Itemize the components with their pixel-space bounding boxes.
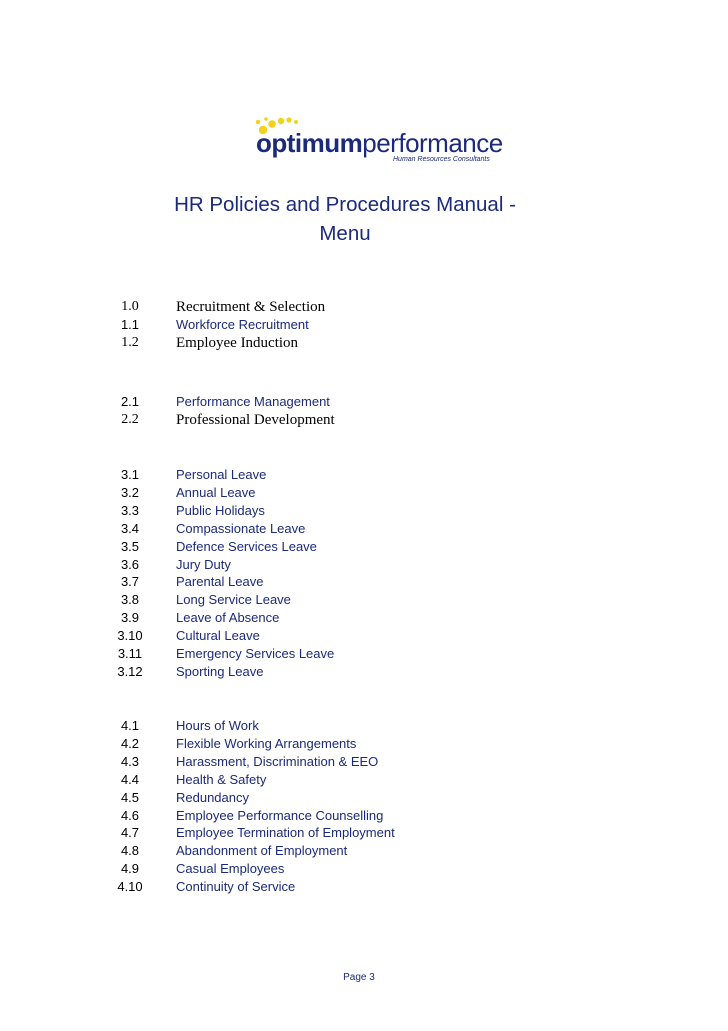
toc-entry-number: 4.2 bbox=[120, 735, 140, 751]
toc-entry-label: Employee Induction bbox=[176, 334, 299, 351]
toc-entry-label: Professional Development bbox=[176, 411, 335, 428]
page-title-line-1: HR Policies and Procedures Manual - bbox=[174, 193, 516, 216]
toc-entry-number: 4.1 bbox=[120, 718, 140, 733]
toc-entry-label: Employee Termination of Employment bbox=[176, 825, 395, 841]
toc-entry-label: Workforce Recruitment bbox=[176, 316, 309, 332]
toc-entry-number: 4.7 bbox=[120, 825, 140, 841]
toc-entry-number: 3.3 bbox=[120, 502, 140, 518]
toc-entry-number: 4.5 bbox=[120, 789, 140, 805]
toc-entry-number: 4.8 bbox=[120, 843, 140, 859]
page-number: Page 3 bbox=[343, 972, 375, 983]
toc-entry-label: Recruitment & Selection bbox=[176, 299, 326, 315]
toc-entry-number: 3.7 bbox=[120, 574, 140, 590]
toc-entry-number: 3.4 bbox=[120, 520, 140, 536]
toc-entry-number: 3.2 bbox=[120, 484, 140, 500]
toc-entry-label: Emergency Services Leave bbox=[176, 646, 335, 661]
toc-entry-label: Performance Management bbox=[176, 394, 330, 409]
toc-entry-number: 3.8 bbox=[120, 592, 140, 608]
toc-entry-label: Cultural Leave bbox=[176, 628, 260, 644]
toc-entry-number: 3.10 bbox=[117, 628, 143, 644]
toc-entry-label: Jury Duty bbox=[176, 556, 231, 572]
toc-entry-label: Casual Employees bbox=[176, 861, 285, 877]
toc-entry-label: Parental Leave bbox=[176, 574, 264, 590]
toc-entry-label: Personal Leave bbox=[176, 467, 267, 482]
toc-entry-number: 4.4 bbox=[120, 771, 140, 787]
logo-brand-bold: optimum bbox=[256, 128, 363, 158]
toc-entry-number: 1.2 bbox=[121, 334, 139, 350]
toc-entry-label: Leave of Absence bbox=[176, 610, 280, 626]
toc-entry-label: Annual Leave bbox=[176, 484, 256, 500]
toc-entry-label: Continuity of Service bbox=[176, 879, 296, 895]
toc-entry-label: Compassionate Leave bbox=[176, 520, 306, 536]
toc-entry-number: 4.3 bbox=[120, 753, 140, 769]
toc-entry-number: 3.1 bbox=[120, 467, 140, 482]
toc-entry-label: Hours of Work bbox=[176, 718, 259, 733]
toc-entry-number: 3.5 bbox=[120, 538, 140, 554]
toc-entry-number: 3.6 bbox=[120, 556, 140, 572]
toc-entry-number: 4.6 bbox=[120, 807, 140, 823]
toc-entry-label: Abandonment of Employment bbox=[176, 843, 348, 859]
toc-entry-label: Employee Performance Counselling bbox=[176, 807, 384, 823]
toc-entry-number: 2.2 bbox=[121, 411, 139, 427]
toc-entry-number: 4.9 bbox=[120, 861, 140, 877]
toc-entry-label: Public Holidays bbox=[176, 502, 265, 518]
toc-entry-number: 3.12 bbox=[117, 663, 143, 679]
logo-tagline: Human Resources Consultants bbox=[393, 156, 490, 163]
toc-entry-label: Health & Safety bbox=[176, 771, 267, 787]
toc-entry-number: 3.9 bbox=[120, 610, 140, 626]
toc-entry-label: Defence Services Leave bbox=[176, 538, 317, 554]
toc-entry-label: Redundancy bbox=[176, 789, 249, 805]
toc-entry-number: 1.1 bbox=[120, 316, 140, 332]
toc-entry-number: 3.11 bbox=[117, 646, 143, 661]
toc-entry-number: 2.1 bbox=[120, 394, 140, 409]
toc-entry-number: 1.0 bbox=[121, 299, 139, 314]
toc-entry-label: Harassment, Discrimination & EEO bbox=[176, 753, 379, 769]
toc-entry-label: Flexible Working Arrangements bbox=[176, 735, 357, 751]
page-title-line-2: Menu bbox=[319, 222, 371, 245]
toc-entry-label: Long Service Leave bbox=[176, 592, 291, 608]
toc-entry-label: Sporting Leave bbox=[176, 663, 264, 679]
logo-brand-light: performance bbox=[362, 128, 503, 158]
toc-entry-number: 4.10 bbox=[117, 879, 143, 895]
